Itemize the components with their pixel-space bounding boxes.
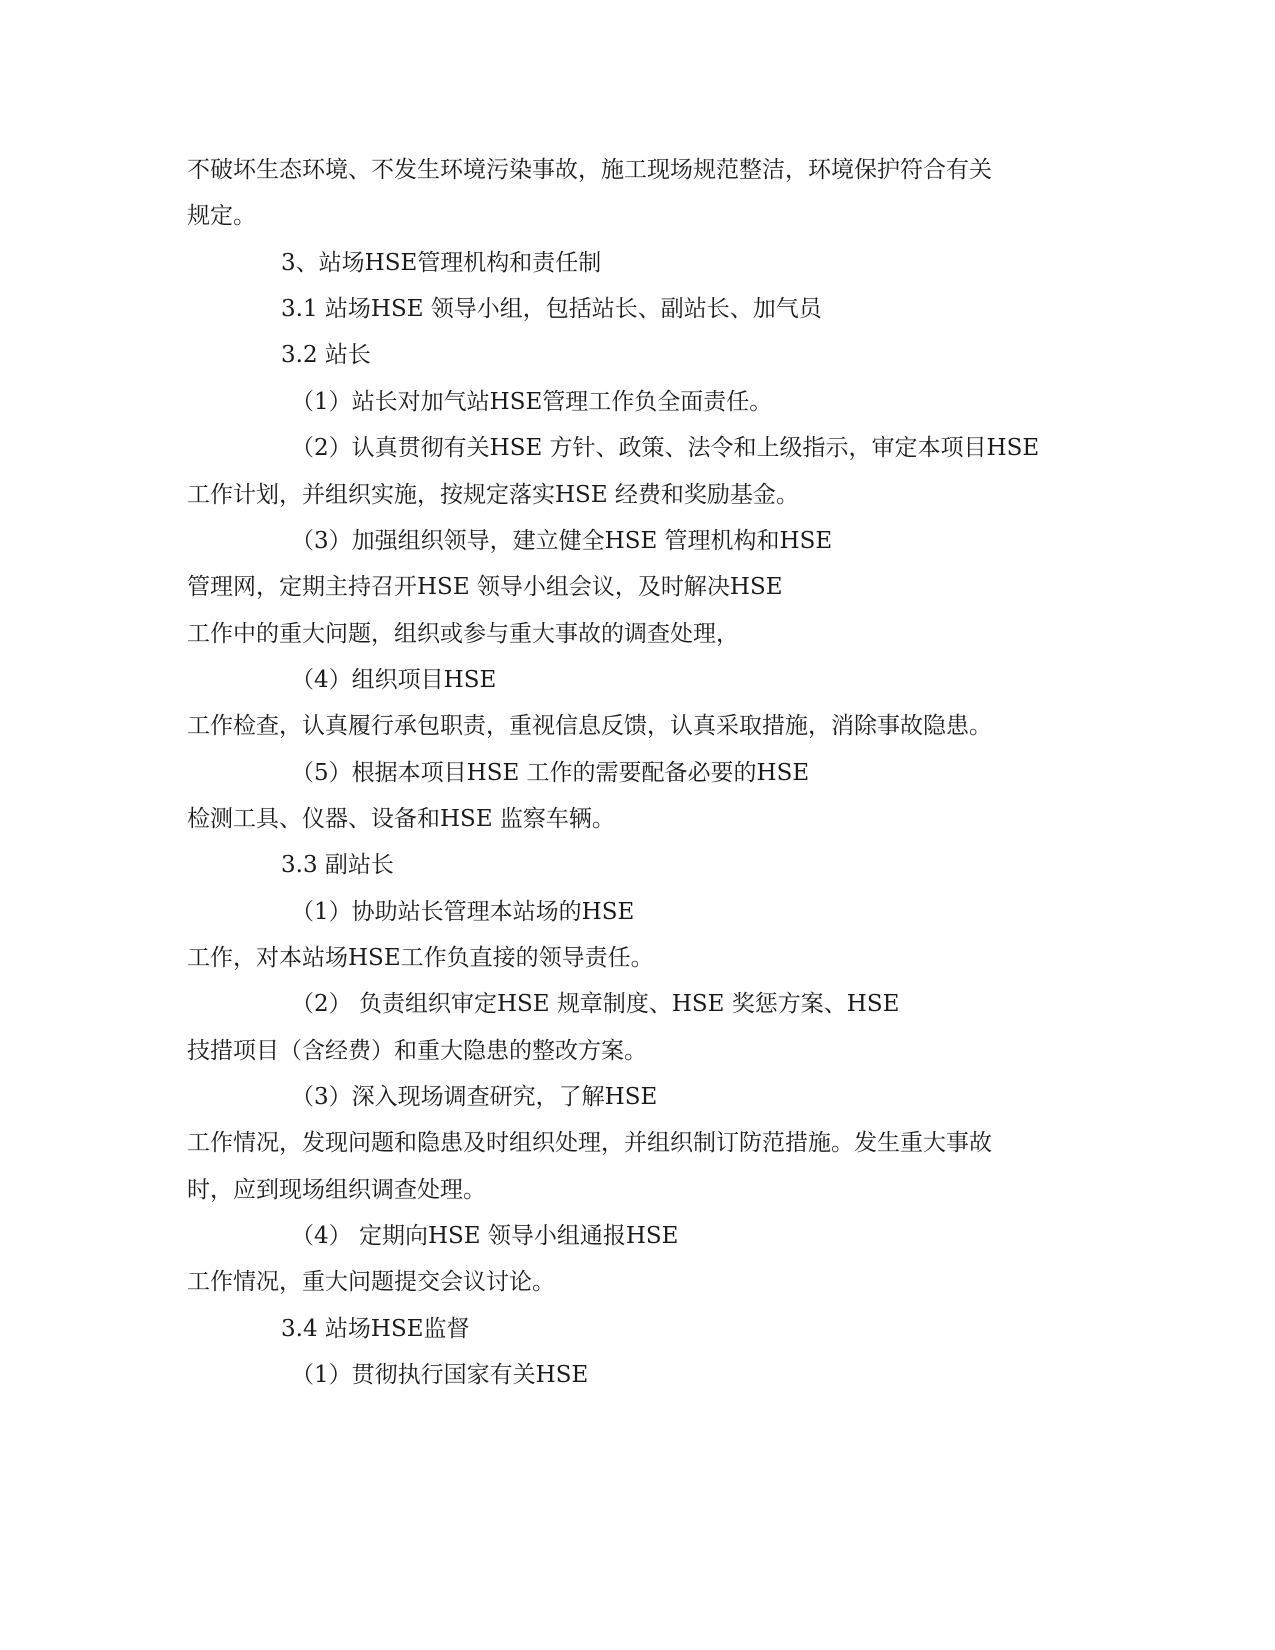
list-item: （2）认真贯彻有关HSE 方针、政策、法令和上级指示，审定本项目HSE — [291, 435, 1040, 461]
paragraph-line: 工作检查，认真履行承包职责，重视信息反馈，认真采取措施，消除事故隐患。 — [187, 713, 992, 739]
list-item: （4）组织项目HSE — [291, 667, 497, 693]
section-heading: 3、站场HSE管理机构和责任制 — [281, 250, 602, 276]
list-item: （3）深入现场调查研究，了解HSE — [291, 1084, 658, 1110]
paragraph-line: 工作计划，并组织实施，按规定落实HSE 经费和奖励基金。 — [187, 482, 799, 508]
paragraph-line: 工作情况，重大问题提交会议讨论。 — [187, 1269, 555, 1295]
list-item: （4） 定期向HSE 领导小组通报HSE — [291, 1223, 679, 1249]
paragraph-line: 管理网，定期主持召开HSE 领导小组会议，及时解决HSE — [187, 574, 783, 600]
list-item: （1）站长对加气站HSE管理工作负全面责任。 — [291, 389, 773, 415]
paragraph-line: 技措项目（含经费）和重大隐患的整改方案。 — [187, 1038, 647, 1064]
list-item: （1）贯彻执行国家有关HSE — [291, 1362, 589, 1388]
list-item: （3）加强组织领导，建立健全HSE 管理机构和HSE — [291, 528, 833, 554]
list-item: （5）根据本项目HSE 工作的需要配备必要的HSE — [291, 760, 810, 786]
subsection-heading: 3.2 站长 — [281, 342, 371, 368]
paragraph-line: 时，应到现场组织调查处理。 — [187, 1177, 486, 1203]
paragraph-line: 不破坏生态环境、不发生环境污染事故，施工现场规范整洁，环境保护符合有关 — [187, 157, 992, 183]
subsection-heading: 3.4 站场HSE监督 — [281, 1316, 470, 1342]
subsection-heading: 3.3 副站长 — [281, 852, 394, 878]
list-item: （1）协助站长管理本站场的HSE — [291, 899, 635, 925]
paragraph-line: 工作情况，发现问题和隐患及时组织处理，并组织制订防范措施。发生重大事故 — [187, 1130, 992, 1156]
paragraph-line: 工作，对本站场HSE工作负直接的领导责任。 — [187, 945, 654, 971]
paragraph-line: 检测工具、仪器、设备和HSE 监察车辆。 — [187, 806, 615, 832]
paragraph-line: 工作中的重大问题，组织或参与重大事故的调查处理， — [187, 621, 739, 647]
subsection-heading: 3.1 站场HSE 领导小组，包括站长、副站长、加气员 — [281, 296, 822, 322]
paragraph-line: 规定。 — [187, 203, 256, 229]
list-item: （2） 负责组织审定HSE 规章制度、HSE 奖惩方案、HSE — [291, 991, 900, 1017]
